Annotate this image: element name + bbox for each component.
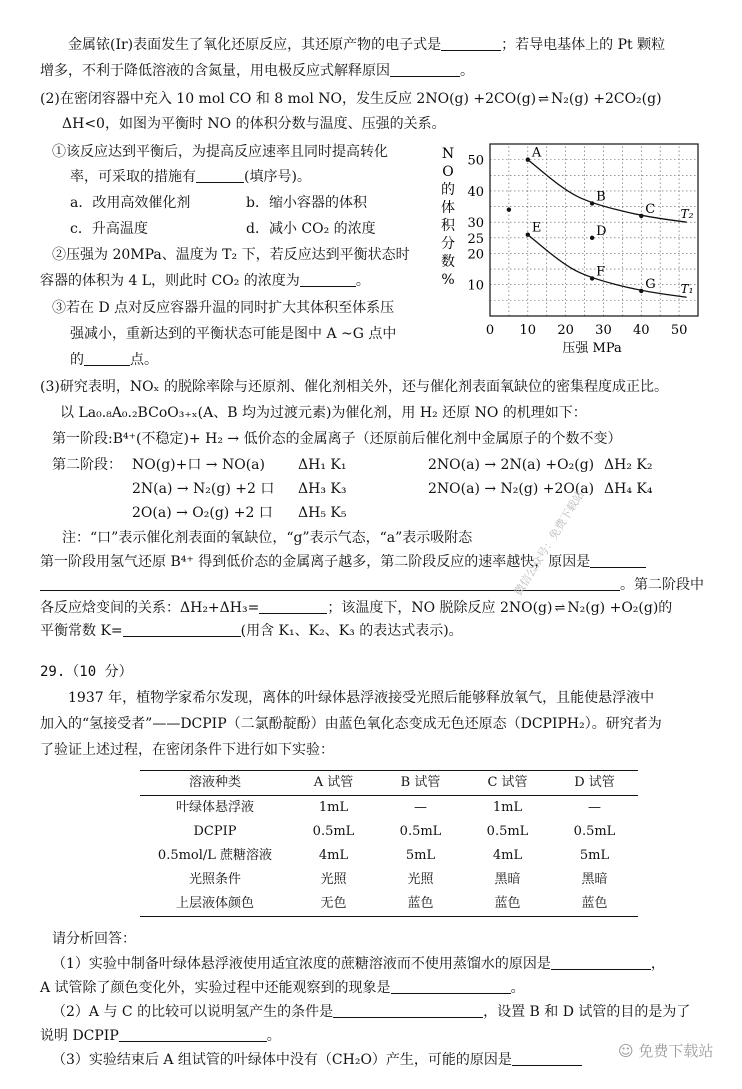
series-curve-t1 — [528, 235, 687, 298]
reaction-1-k: ΔH₁ K₁ — [298, 457, 347, 473]
plot-frame — [490, 144, 698, 316]
table-cell: 1mL — [318, 800, 349, 815]
q4-line-2 — [40, 576, 704, 594]
point-label: C — [645, 201, 656, 217]
equilibrium-arrow-icon: ⇌ — [538, 92, 550, 107]
option-d: d．减小 CO₂ 的浓度 — [246, 221, 376, 237]
option-a: a．改用高效催化剂 — [70, 195, 191, 211]
table-row — [140, 820, 638, 844]
answer-blank[interactable] — [259, 599, 327, 614]
answer-blank[interactable] — [512, 1051, 582, 1066]
option-b: b．缩小容器的体积 — [246, 195, 367, 211]
answer-blank[interactable] — [551, 955, 651, 970]
table-header-cell: B 试管 — [377, 771, 464, 796]
table-cell: 5mL — [405, 848, 436, 863]
table-header-cell: A 试管 — [290, 771, 377, 796]
table-header-row — [140, 771, 638, 796]
reaction-3-k: ΔH₃ K₃ — [298, 481, 347, 497]
p29-para-line-3: 了验证上述过程，在密闭条件下进行如下实验： — [40, 742, 334, 758]
q3-line-1: ③若在 D 点对反应容器升温的同时扩大其体积至体系压 — [52, 300, 395, 316]
text: （1）实验中制备叶绿体悬浮液使用适宜浓度的蔗糖溶液而不使用蒸馏水的原因是 — [52, 956, 551, 972]
q1-line-1: ①该反应达到平衡后，为提高反应速率且同时提高转化 — [52, 144, 388, 160]
y-tick-label: 30 — [467, 216, 484, 232]
y-tick-label: 20 — [467, 247, 484, 263]
table-cell: — — [414, 800, 427, 815]
reaction-1: NO(g)+口 → NO(a) — [132, 457, 265, 473]
text: （2）A 与 C 的比较可以说明氢产生的条件是 — [52, 1004, 334, 1020]
text: A 试管除了颜色变化外，实验过程中还能观察到的现象是 — [40, 980, 391, 996]
problem-29-heading: 29.（10 分） — [40, 664, 133, 680]
answer-blank[interactable] — [196, 168, 244, 183]
p29-para-line-2: 加入的“氢接受者”——DCPIP（二氯酚靛酚）由蓝色氧化态变成无色还原态（DCPIPH₂）。研究者为 — [40, 716, 662, 732]
answer-blank[interactable] — [390, 62, 460, 77]
table-cell: 0.5mol/L 蔗糖溶液 — [157, 848, 273, 863]
text: 。第二阶段中 — [620, 577, 704, 593]
answer-blank[interactable] — [300, 272, 356, 287]
answer-blank[interactable] — [391, 979, 511, 994]
table-cell: 黑暗 — [581, 872, 608, 887]
q4-line-4 — [40, 622, 463, 640]
answer-blank[interactable] — [590, 553, 646, 568]
reaction-3: 2N(a) → N₂(g) +2 口 — [132, 481, 275, 497]
reaction-2: 2NO(a) → 2N(a) +O₂(g) — [428, 457, 595, 473]
text: 说明 DCPIP — [40, 1028, 119, 1044]
point-label: D — [596, 223, 607, 239]
x-tick-label: 10 — [519, 323, 537, 338]
reaction-5: 2O(a) → O₂(g) +2 口 — [132, 505, 273, 521]
text: 。 — [510, 980, 525, 996]
table-cell: 4mL — [318, 848, 349, 863]
reaction-5-k: ΔH₅ K₅ — [298, 505, 347, 521]
data-point-c — [639, 214, 643, 218]
extra-marker-point — [507, 207, 511, 211]
table-row — [140, 868, 638, 892]
x-tick-label: 40 — [632, 323, 650, 338]
table-cell: 4mL — [492, 848, 523, 863]
table-cell: 0.5mL — [486, 824, 529, 839]
point-label: B — [596, 189, 606, 205]
table-header-cell: C 试管 — [464, 771, 551, 796]
table-cell: DCPIP — [193, 824, 237, 839]
stage-2-label: 第二阶段： — [52, 457, 122, 473]
ask-line: 请分析回答： — [52, 931, 136, 947]
point-label: F — [596, 264, 606, 280]
table-cell: 光照 — [320, 872, 347, 887]
y-tick-label: 50 — [467, 153, 484, 169]
a1-line-2 — [40, 979, 525, 997]
y-tick-label: 25 — [467, 231, 484, 247]
q3-line-2: 强减小，重新达到的平衡状态可能是图中 A ~G 点中 — [70, 326, 397, 342]
data-point-g — [639, 289, 643, 293]
table-cell: 蓝色 — [551, 892, 638, 917]
table-cell: 5mL — [579, 848, 610, 863]
text: 率，可采取的措施有 — [70, 169, 196, 185]
x-tick-label: 50 — [670, 323, 688, 338]
data-point-a — [526, 157, 530, 161]
y-tick-label: 10 — [467, 278, 484, 294]
a3-line-1 — [52, 1051, 582, 1069]
table-row — [140, 844, 638, 868]
a2-line-2 — [40, 1027, 281, 1045]
text: 点。 — [130, 352, 158, 368]
reaction-4: 2NO(a) → N₂(g) +2O(a) — [428, 481, 595, 497]
part2-line-1 — [40, 90, 662, 109]
table-header-cell: 溶液种类 — [140, 771, 290, 796]
data-point-f — [590, 276, 594, 280]
y-axis-label: N O 的体积分数% — [441, 146, 455, 288]
text: 增多，不利于降低溶液的含氮量，用电极反应式解释原因 — [40, 63, 390, 79]
data-point-b — [590, 201, 594, 205]
text: 第一阶段用氢气还原 B⁴⁺ 得到低价态的金属离子越多，第二阶段反应的速率越快，原因是 — [40, 554, 591, 570]
table-cell: 1mL — [492, 800, 523, 815]
text: (2)在密闭容器中充入 10 mol CO 和 8 mol NO，发生反应 2NO(g) +2CO(g) — [40, 91, 537, 107]
text: 。 — [266, 1028, 281, 1044]
text: 容器的体积为 4 L，则此时 CO₂ 的浓度为 — [40, 273, 300, 289]
text: 各反应焓变间的关系：ΔH₂+ΔH₃= — [40, 600, 260, 616]
text: 平衡常数 K= — [40, 623, 123, 639]
p29-para-line-1: 1937 年，植物学家希尔发现，离体的叶绿体悬浮液接受光照后能够释放氧气，且能使悬浮液中 — [68, 690, 655, 706]
watermark-corner — [618, 1040, 713, 1061]
part3-line-2: 以 La₀.₈A₀.₂BCoO₃₊ₓ(A、B 均为过渡元素)为催化剂，用 H₂ 还原 NO 的机理如下： — [60, 405, 587, 421]
reaction-4-k: ΔH₄ K₄ — [604, 481, 653, 497]
x-axis-label: 压强 MPa — [562, 341, 622, 354]
a2-line-1 — [52, 1003, 690, 1021]
y-tick-label: 40 — [467, 184, 484, 200]
point-label: A — [531, 145, 542, 161]
text: (用含 K₁、K₂、K₃ 的表达式表示)。 — [240, 623, 463, 639]
x-tick-label: 30 — [595, 323, 612, 338]
table-cell: 黑暗 — [494, 872, 521, 887]
table-cell: — — [588, 800, 601, 815]
part3-line-1: (3)研究表明，NOₓ 的脱除率除与还原剂、催化剂相关外，还与催化剂表面氧缺位的密集程度成正比。 — [40, 379, 668, 395]
table-cell: 叶绿体悬浮液 — [175, 800, 254, 815]
text: 免费下载站 — [638, 1042, 714, 1060]
text: ， — [650, 956, 665, 972]
answer-blank[interactable] — [119, 1027, 267, 1042]
answer-blank[interactable] — [333, 1003, 483, 1018]
answer-blank[interactable] — [123, 622, 241, 637]
table-header-cell: D 试管 — [551, 771, 638, 796]
table-cell: 无色 — [290, 892, 377, 917]
equilibrium-arrow-icon: ⇌ — [554, 601, 566, 616]
table-cell: 光照条件 — [188, 872, 241, 887]
intro-line-1 — [68, 36, 665, 54]
q2-line-1: ②压强为 20MPa、温度为 T₂ 下，若反应达到平衡状态时 — [52, 247, 410, 263]
point-label: E — [531, 220, 542, 236]
table-cell: 0.5mL — [312, 824, 355, 839]
text: (填序号)。 — [244, 169, 311, 185]
part2-line-2: ΔH<0，如图为平衡时 NO 的体积分数与温度、压强的关系。 — [62, 116, 446, 132]
text: N₂(g) +2CO₂(g) — [551, 91, 662, 107]
series-label: T₁ — [680, 282, 694, 297]
text: N₂(g) +O₂(g)的 — [567, 600, 673, 616]
table-cell: 0.5mL — [399, 824, 442, 839]
q2-line-2: 容器的体积为 4 L，则此时 CO₂ 的浓度为 。 — [40, 273, 370, 289]
table-row — [140, 892, 638, 917]
intro-line-2: 增多，不利于降低溶液的含氮量，用电极反应式解释原因 。 — [40, 63, 474, 79]
x-tick-label: 20 — [557, 323, 574, 338]
data-point-d — [590, 236, 594, 240]
watermark: 微信公众号：免费下载站 — [511, 488, 587, 598]
answer-blank[interactable] — [441, 36, 501, 51]
text: （3）实验结束后 A 组试管的叶绿体中没有（CH₂O）产生，可能的原因是 — [52, 1052, 512, 1068]
text: 金属铱(Ir)表面发生了氧化还原反应，其还原产物的电子式是 — [68, 37, 442, 53]
q4-line-3 — [40, 599, 672, 618]
no-volume-fraction-chart — [432, 136, 712, 354]
text: ，设置 B 和 D 试管的目的是为了 — [483, 1004, 691, 1020]
series-label: T₂ — [680, 207, 694, 222]
q1-line-2 — [70, 168, 311, 186]
table-cell: 0.5mL — [573, 824, 616, 839]
table-cell: 蓝色 — [377, 892, 464, 917]
note: 注：“口”表示催化剂表面的氧缺位，“g”表示气态，“a”表示吸附态 — [62, 530, 473, 546]
q3-line-3 — [70, 351, 158, 369]
answer-blank[interactable] — [84, 351, 130, 366]
stage-1: 第一阶段:B⁴⁺(不稳定)+ H₂ → 低价态的金属离子（还原前后催化剂中金属原子的个数不变） — [52, 431, 622, 447]
x-tick-label: 0 — [485, 323, 495, 338]
table-row — [140, 796, 638, 821]
table-cell: 上层液体颜色 — [140, 892, 290, 917]
text: 的 — [70, 352, 84, 368]
q4-line-1 — [40, 553, 646, 571]
point-label: G — [645, 276, 656, 292]
text: ；该温度下，NO 脱除反应 2NO(g) — [327, 600, 553, 616]
experiment-table — [140, 770, 638, 917]
table-cell: 光照 — [407, 872, 434, 887]
a1-line-1 — [52, 955, 665, 973]
option-c: c．升高温度 — [70, 221, 148, 237]
reaction-2-k: ΔH₂ K₂ — [604, 457, 653, 473]
data-point-e — [526, 232, 530, 236]
wechat-icon: ☺ — [618, 1042, 634, 1060]
text: ；若导电基体上的 Pt 颗粒 — [501, 37, 666, 53]
table-cell: 蓝色 — [464, 892, 551, 917]
